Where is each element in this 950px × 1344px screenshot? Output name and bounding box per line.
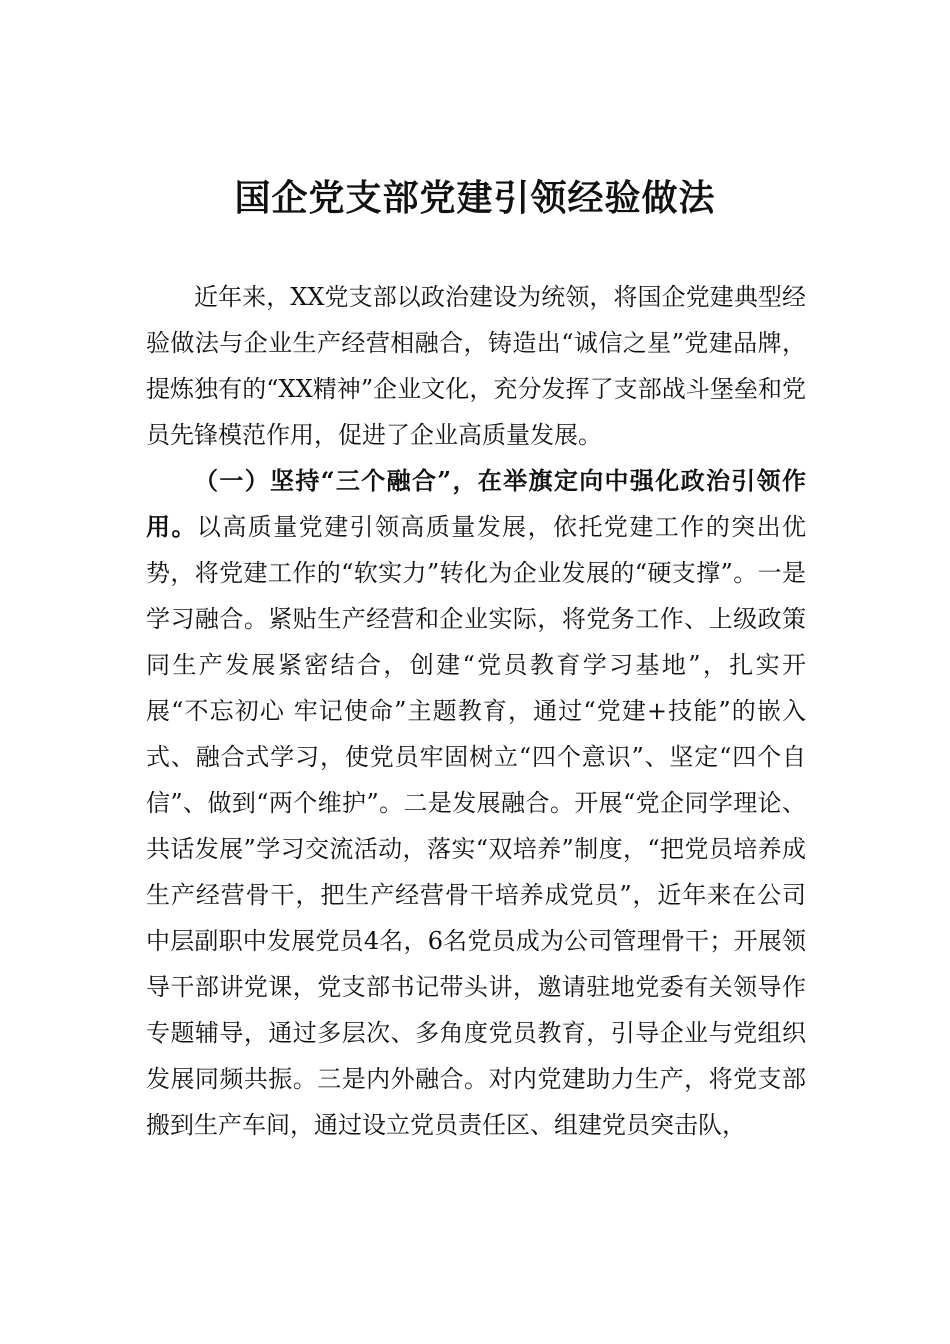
section-1-text: 以高质量党建引领高质量发展，依托党建工作的突出优势，将党建工作的“软实力”转化为企业发展的“硬支撑”。一是学习融合。紧贴生产经营和企业实际，将党务工作、上级政策同生产发展紧密结合，创建“党员教育学习基地”，扎实开展“不忘初心 牢记使命”主题教育，通过“党建+技能”的嵌入式、融合式学习，使党员牢固树立“四个意识”、坚定“四个自信”、做到“两个维护”。二是发展融合。开展“党企同学理论、共话发展”学习交流活动，落实“双培养”制度，“把党员培养成生产经营骨干，把生产经营骨干培养成党员”，近年来在公司中层副职中发展党员4名，6名党员成为公司管理骨干；开展领导干部讲党课，党支部书记带头讲，邀请驻地党委有关领导作专题辅导，通过多层次、多角度党员教育，引导企业与党组织发展同频共振。三是内外融合。对内党建助力生产，将党支部搬到生产车间，通过设立党员责任区、组建党员突击队， — [146, 513, 807, 1139]
intro-paragraph — [146, 274, 806, 458]
document-body — [146, 274, 806, 1148]
intro-paragraph-text: 近年来，XX党支部以政治建设为统领，将国企党建典型经验做法与企业生产经营相融合，铸造出“诚信之星”党建品牌，提炼独有的“XX精神”企业文化，充分发挥了支部战斗堡垒和党员先锋模范作用，促进了企业高质量发展。 — [146, 283, 806, 449]
section-1-heading: （一）坚持“三个融合”，在举旗定向中强化政治引领作用。 — [146, 466, 806, 541]
section-1-paragraph — [146, 458, 806, 1148]
document-title: 国企党支部党建引领经验做法 — [234, 177, 716, 219]
